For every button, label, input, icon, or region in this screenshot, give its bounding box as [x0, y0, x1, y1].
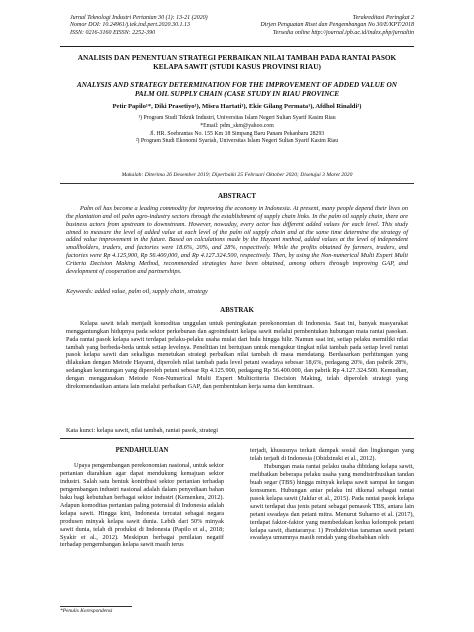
- header-divider: [60, 46, 414, 47]
- kata-kunci: Kata kunci: kelapa sawit, nilai tambah, rantai pasok, strategi: [66, 427, 218, 434]
- abstract-indonesian-text: Kelapa sawit telah menjadi komoditas unggulan untuk peningkatan perekonomian di Indonesia. Saat ini, banyak masyarakat menggantungkan hidupnya pada sektor perkebunan dan agroindustri kelapa sawit melalui pembentukan hubungan mata rantai pasokan. Pada rantai pasok kelapa sawit terdapat pelaku-pelaku usaha mulai dari hulu hingga hilir. Namun saat ini, setiap pelaku memiliki nilai tambah yang berbeda-beda untuk setiap levelnya. Penelitian ini bertujuan untuk mengukur tingkat nilai tambah pada setiap level rantai pasok kelapa sawit dan sekaligus menetukan strategi perbaikan nilai tambah di masa mendatang. Berdasarkan perhitungan yang dilakukan dengan Metode Hayami, diperoleh nilai tambah pada level petani swadaya sebesar 18,6%, pedagang 20%, dan pabrik 28%, sedangkan keuntungan yang diperoleh petani sebesar Rp 4.125.900, pedagang Rp 56.400.000, dan pabrik Rp 4.127.324.500. Kemudian, dengan menggunakan Metode Non-Numerical Multi Expert Multicriteria Decision Making, telah diperoleh strategi yang direkomendasikan antara lain melalui perbaikan GAP, dan pembentukan kerja sama dan kemitraan.: [66, 320, 408, 390]
- abstract-top-divider: [60, 183, 414, 184]
- accreditation-decree: Dirjen Penguatan Riset dan Pengembangan No 30/E/KPT/2018: [260, 22, 414, 29]
- journal-header-right: [260, 15, 414, 37]
- affiliation-1: ¹) Program Studi Teknik Industri, Universitas Islam Negeri Sultan Syarif Kasim Riau: [138, 115, 336, 121]
- journal-header-left: [70, 15, 208, 37]
- affiliation-2: ²) Program Studi Ekonomi Syariah, Universitas Islam Negeri Sultan Syarif Kasim Riau: [135, 138, 339, 145]
- abstract-indonesian: [66, 320, 408, 391]
- keywords: Keywords: added value, palm oil, supply chain, strategy: [66, 288, 208, 295]
- footnote: *Penulis Korespondensi: [60, 608, 113, 614]
- abstract-english: [66, 205, 408, 276]
- abstract-bottom-divider: [60, 438, 414, 439]
- abstract-english-text: Palm oil has become a leading commodity for improving the economy in Indonesia. At present, many people depend their lives on the plantation and oil palm agro-industry sectors through the establishment of supply chain links. In the palm oil supply chain, there are business actors from upstream to downstream. However, nowaday, every actor has different added values for each level. This study aimed to measure the level of added value at each level of the palm oil supply chain and at the same time determine the strategy of added value improvement in the future. Based on calculations made by the Hayami method, added values at the level of independent smallholders, traders, and factories were 18.6%, 20%, and 28%, respectively. While the profits obtained by farmers, traders, and factories were Rp 4.125,900, Rp 56.400,000, and Rp 4.127.324.500, respectively. Then, by using the Non-numerical Multi Expert Multi Criteria Decision Making Method, recommended strategies have been obtained, among others through improving GAP, and development of cooperation and partnerships.: [66, 205, 408, 275]
- accreditation: Terakreditasi Peringkat 2: [352, 15, 414, 21]
- title-indonesian: ANALISIS DAN PENENTUAN STRATEGI PERBAIKAN NILAI TAMBAH PADA RANTAI PASOK KELAPA SAWIT (STUDI KASUS PROVINSI RIAU): [77, 53, 397, 71]
- journal-name: Jurnal Teknologi Industri Pertanian 30 (1): 13-21 (2020): [70, 15, 208, 21]
- affiliation-address: Jl. HR. Soebrantas No. 155 Km 18 Simpang Baru Panam Pekanbaru 28293: [149, 130, 325, 137]
- section-heading-pendahuluan: PENDAHULUAN: [115, 447, 169, 454]
- title-english: ANALYSIS AND STRATEGY DETERMINATION FOR THE IMPROVEMENT OF ADDED VALUE ON PALM OIL SUPPLY CHAIN (CASE STUDY IN RIAU PROVINCE: [76, 80, 398, 98]
- body-paragraph: terjadi, khususnya terkait dampak sosial dan lingkungan yang telah terjadi di Indonesia (Obidzinski et al., 2012).: [250, 447, 414, 462]
- abstrak-heading: ABSTRAK: [220, 306, 254, 314]
- abstract-heading: ABSTRACT: [217, 192, 257, 200]
- body-column-right: [250, 447, 414, 542]
- corresponding-email: *Email: pdm_skm@yahoo.com: [200, 122, 274, 129]
- journal-doi: Nomor DOI: 10.24961/j.tek.ind.pert.2020.30.1.13: [70, 22, 190, 29]
- affiliations: [60, 115, 414, 146]
- online-availability: Tersedia online http://journal.ipb.ac.id/index.php/jurnaltin: [272, 29, 414, 36]
- body-paragraph: Upaya pengembangan perekonomian nasional, untuk sektor pertanian diarahkan agar dapat mendukung kemajuan sektor industri. Salah satu bentuk kontribusi sektor pertanian terhadap pengembangan industri nasional adalah dalam penyediaan bahan baku bagi kebutuhan berbagai sektor industri (Kemenkeu, 2012). Adapun komoditas pertanian paling potensial di Indonesia adalah kelapa sawit. Hingga kini, Indonesia tercatat sebagai negara produsen minyak kelapa sawit dunia. Lebih dari 50% minyak sawit dunia, telah di produksi di Indonesia (Papilo et al., 2018; Syakir et al., 2012). Meskipun berbagai penilaian negatif terhadap pengembangan kelapa sawit masih terus: [60, 461, 224, 549]
- journal-issn: ISSN: 0216-3160 EISSN: 2252-390: [70, 29, 156, 36]
- body-paragraph: Hubungan mata rantai pelaku usaha dibidang kelapa sawit, melibatkan beberapa pelaku usaha yang mendistribusikan tandan buah segar (TBS) hingga minyak kelapa sawit sampai ke tangan konsumen. Hubungan antar pelaku ini dikenal sebagai rantai pasok kelapa sawit (Jakfar et al., 2015). Pada rantai pasok kelapa sawit terdapat dua jenis petani sebagai pemasok TBS, antara lain petani swadaya dan petani mitra. Menurut Suharno et al. (2017), terdapat faktor-faktor yang membedakan kedua kelompok petani kelapa sawit, diantaranya: 1) Produktivitas tanaman sawit petani swadaya umumnya masih rendah yang disebabkan oleh: [250, 462, 414, 542]
- footnote-divider: [60, 606, 132, 607]
- submission-dates: Makalah: Diterima 26 Desember 2019; Diperbaiki 25 Februari Oktober 2020; Disetujui 3 Maret 2020: [121, 172, 353, 178]
- author-list: Petir Papilo¹*, Diki Prasetiyo¹), Misra Hartati¹), Ekie Gilang Permata¹), Afdhol Rinaldi²): [112, 103, 362, 110]
- body-column-left: [60, 447, 224, 549]
